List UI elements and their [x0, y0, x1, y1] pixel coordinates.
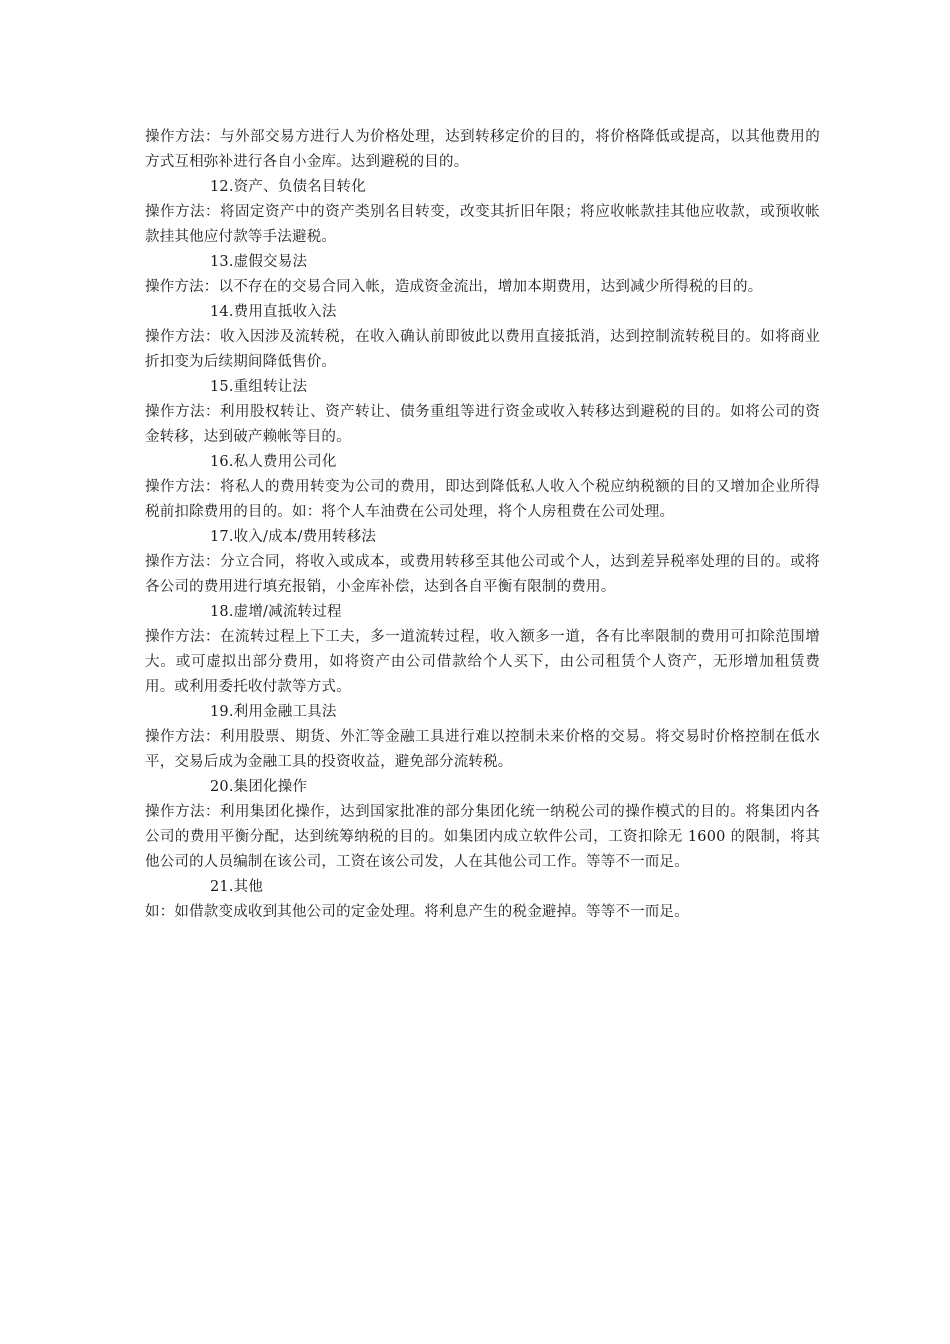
section-text: 操作方法：收入因涉及流转税，在收入确认前即彼此以费用直接抵消，达到控制流转税目的。如将商业折扣变为后续期间降低售价。 [145, 329, 820, 370]
section-text: 操作方法：利用集团化操作，达到国家批准的部分集团化统一纳税公司的操作模式的目的。将集团内各公司的费用平衡分配，达到统筹纳税的目的。如集团内成立软件公司，工资扣除无 1600 的限制，将其他公司的人员编制在该公司，工资在该公司发，人在其他公司工作。等等不一而足。 [145, 804, 820, 870]
section-21 [145, 875, 820, 925]
section-text: 操作方法：在流转过程上下工夫，多一道流转过程，收入额多一道，各有比率限制的费用可扣除范围增大。或可虚拟出部分费用，如将资产由公司借款给个人买下，由公司租赁个人资产，无形增加租赁费用。或利用委托收付款等方式。 [145, 629, 820, 695]
section-heading: 17.收入/成本/费用转移法 [210, 529, 377, 545]
section-heading: 21.其他 [210, 879, 264, 895]
section-text: 操作方法：分立合同，将收入或成本，或费用转移至其他公司或个人，达到差异税率处理的目的。或将各公司的费用进行填充报销，小金库补偿，达到各自平衡有限制的费用。 [145, 554, 820, 595]
section-heading: 20.集团化操作 [210, 779, 308, 795]
section-text: 操作方法：以不存在的交易合同入帐，造成资金流出，增加本期费用，达到减少所得税的目的。 [145, 279, 763, 295]
section-17 [145, 525, 820, 600]
section-text: 如：如借款变成收到其他公司的定金处理。将利息产生的税金避掉。等等不一而足。 [145, 904, 689, 920]
section-12 [145, 175, 820, 250]
section-13 [145, 250, 820, 300]
section-14 [145, 300, 820, 375]
intro-paragraph: 操作方法：与外部交易方进行人为价格处理，达到转移定价的目的，将价格降低或提高，以其他费用的方式互相弥补进行各自小金库。达到避税的目的。 [145, 129, 820, 170]
section-heading: 13.虚假交易法 [210, 254, 308, 270]
section-heading: 15.重组转让法 [210, 379, 308, 395]
section-text: 操作方法：将私人的费用转变为公司的费用，即达到降低私人收入个税应纳税额的目的又增加企业所得税前扣除费用的目的。如：将个人车油费在公司处理，将个人房租费在公司处理。 [145, 479, 820, 520]
section-text: 操作方法：利用股票、期货、外汇等金融工具进行难以控制未来价格的交易。将交易时价格控制在低水平，交易后成为金融工具的投资收益，避免部分流转税。 [145, 729, 820, 770]
section-heading: 14.费用直抵收入法 [210, 304, 337, 320]
section-20 [145, 775, 820, 875]
section-text: 操作方法：将固定资产中的资产类别名目转变，改变其折旧年限；将应收帐款挂其他应收款，或预收帐款挂其他应付款等手法避税。 [145, 204, 820, 245]
section-16 [145, 450, 820, 525]
section-18 [145, 600, 820, 700]
section-15 [145, 375, 820, 450]
section-heading: 12.资产、负债名目转化 [210, 179, 366, 195]
section-heading: 19.利用金融工具法 [210, 704, 337, 720]
section-19 [145, 700, 820, 775]
section-text: 操作方法：利用股权转让、资产转让、债务重组等进行资金或收入转移达到避税的目的。如将公司的资金转移，达到破产赖帐等目的。 [145, 404, 820, 445]
document-body [145, 125, 820, 925]
section-heading: 16.私人费用公司化 [210, 454, 337, 470]
section-heading: 18.虚增/减流转过程 [210, 604, 342, 620]
